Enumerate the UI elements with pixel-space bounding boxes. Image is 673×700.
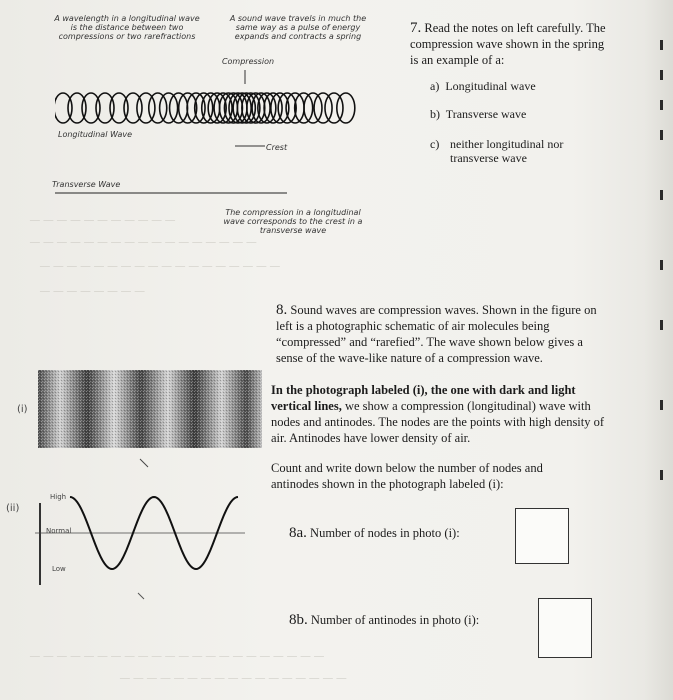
edge-mark [660, 260, 663, 270]
question-7-number: 7. [410, 20, 422, 36]
answer-box-8b[interactable] [538, 598, 592, 658]
transverse-wave-label: Transverse Wave [52, 180, 121, 189]
longitudinal-wave-label: Longitudinal Wave [58, 130, 132, 139]
question-8 [276, 302, 606, 366]
question-8a [289, 525, 499, 541]
figure-caption: The compression in a longitudinal wave corresponds to the crest in a transverse wave [223, 208, 363, 235]
spring-coil [314, 93, 332, 123]
question-8a-text: Number of nodes in photo (i): [310, 526, 460, 540]
option-letter: b) [430, 107, 440, 121]
question-8b [289, 612, 519, 628]
spring-coil [82, 93, 100, 123]
option-text: Transverse wave [445, 107, 527, 121]
edge-mark [660, 400, 663, 410]
answer-box-8a[interactable] [515, 508, 569, 564]
spring-coil [149, 93, 167, 123]
compression-label: Compression [221, 57, 275, 66]
option-text: Longitudinal wave [445, 79, 536, 93]
spring-coil [96, 93, 114, 123]
question-8-rest: we show a compression (longitudinal) wave with nodes and antinodes. The nodes are the points with high density of air. Antinodes have lower density of air. [271, 399, 605, 445]
question-8b-number: 8b. [289, 612, 308, 628]
edge-mark [660, 320, 663, 330]
spring-coil [160, 93, 178, 123]
wavelength-note: A wavelength in a longitudinal wave is the distance between two compressions or two rarefractions [54, 14, 200, 41]
edge-mark [660, 70, 663, 80]
edge-mark [660, 40, 663, 50]
photo-i-label: (i) [17, 404, 28, 415]
spring-coil [337, 93, 355, 123]
edge-mark [660, 130, 663, 140]
edge-mark [660, 190, 663, 200]
edge-mark [660, 470, 663, 480]
spring-coil [110, 93, 128, 123]
q7-option-c-text[interactable]: neither longitudinal nor transverse wave [450, 137, 564, 165]
sound-wave-note: A sound wave travels in much the same way as a pulse of energy expands and contracts a spring [229, 14, 367, 41]
edge-mark [660, 100, 663, 110]
question-8-number: 8. [276, 302, 288, 318]
photo-i-density-bands [38, 370, 262, 448]
question-8-bold: In the photograph labeled (i), the one with dark and light vertical lines, [271, 383, 576, 413]
question-8b-text: Number of antinodes in photo (i): [310, 613, 480, 627]
high-label: High [50, 493, 67, 501]
option-letter: a) [430, 79, 440, 93]
next-page-edge [645, 0, 673, 700]
q7-option-b[interactable] [430, 107, 630, 121]
normal-label: Normal [46, 527, 72, 535]
question-8-text: Sound waves are compression waves. Shown in the figure on left is a photographic schematic of air molecules being “compressed” and “rarefied”. The wave shown below gives a sense of the wave-like nature of a compression wave. [276, 303, 597, 365]
low-label: Low [52, 565, 66, 573]
q7-option-c-letter[interactable]: c) [430, 137, 440, 151]
question-8-instruction: Count and write down below the number of nodes and antinodes shown in the photograph labeled (i): [271, 461, 543, 491]
spring-coil [55, 93, 72, 123]
crest-label: Crest [266, 143, 288, 152]
question-7 [410, 20, 610, 68]
spring-coil [68, 93, 86, 123]
question-7-text: Read the notes on left carefully. The compression wave shown in the spring is an example of a: [410, 21, 606, 67]
question-8a-number: 8a. [289, 525, 307, 541]
q7-option-a[interactable] [430, 79, 630, 93]
photo-ii-label: (ii) [6, 503, 20, 514]
question-8-detail [271, 382, 606, 446]
